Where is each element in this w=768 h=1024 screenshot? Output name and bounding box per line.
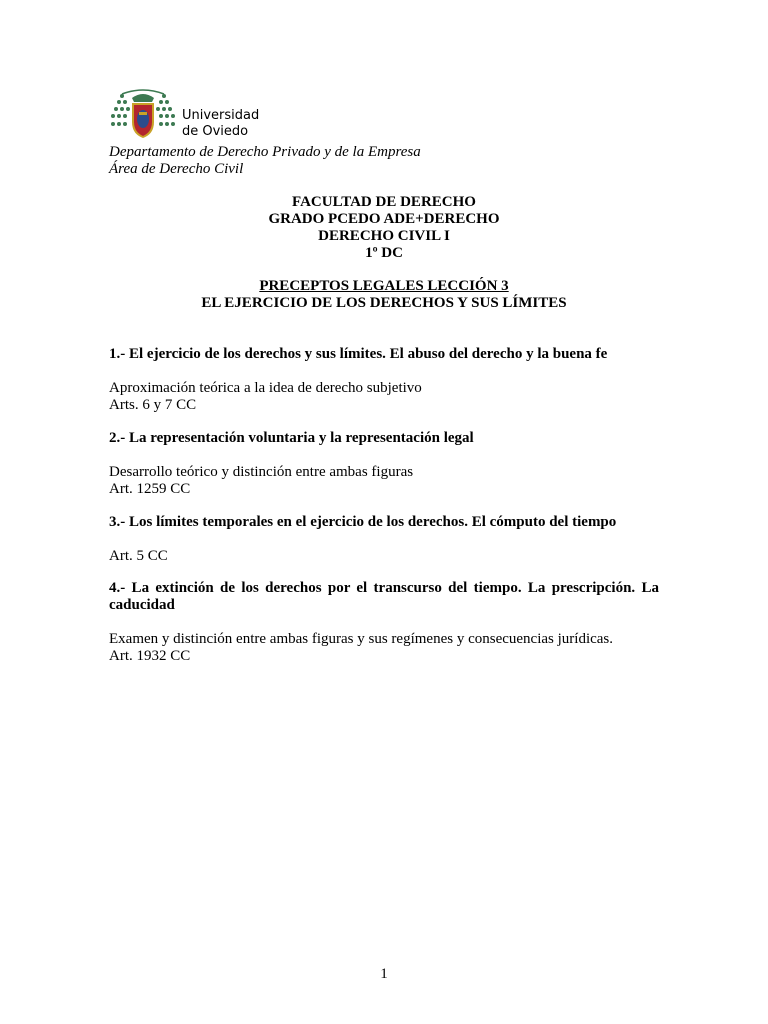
section-heading: 3.- Los límites temporales en el ejercicio de los derechos. El cómputo del tiempo xyxy=(109,514,617,530)
department-block xyxy=(109,144,421,178)
section-articles: Art. 1259 CC xyxy=(109,481,191,497)
faculty-title: FACULTAD DE DERECHO xyxy=(292,194,476,210)
section-description: Examen y distinción entre ambas figuras y sus regímenes y consecuencias jurídicas. xyxy=(109,631,614,647)
section-description: Desarrollo teórico y distinción entre ambas figuras xyxy=(109,464,414,480)
page-number: 1 xyxy=(380,966,388,982)
section-articles: Art. 5 CC xyxy=(109,548,168,564)
section-articles: Art. 1932 CC xyxy=(109,648,191,664)
subject-title: DERECHO CIVIL I xyxy=(318,228,450,244)
section-2 xyxy=(109,430,659,498)
course-heading xyxy=(0,194,768,262)
section-description: Aproximación teórica a la idea de derecho subjetivo xyxy=(109,380,422,396)
area-name: Área de Derecho Civil xyxy=(109,161,244,177)
lesson-heading xyxy=(0,278,768,312)
section-3 xyxy=(109,514,659,565)
university-crest-icon xyxy=(108,84,178,142)
department-name: Departamento de Derecho Privado y de la Empresa xyxy=(109,144,421,160)
university-name-line2: de Oviedo xyxy=(182,124,249,139)
university-logo xyxy=(108,84,268,142)
section-heading: 4.- La extinción de los derechos por el transcurso del tiempo. La prescripción. La caducidad xyxy=(109,580,659,613)
section-heading: 1.- El ejercicio de los derechos y sus límites. El abuso del derecho y la buena fe xyxy=(109,346,608,362)
group-title: 1º DC xyxy=(365,245,403,261)
section-1 xyxy=(109,346,659,414)
section-4 xyxy=(109,580,659,665)
lesson-subtitle: EL EJERCICIO DE LOS DERECHOS Y SUS LÍMITES xyxy=(201,295,567,311)
section-articles: Arts. 6 y 7 CC xyxy=(109,397,197,413)
university-name-line1: Universidad xyxy=(182,108,260,123)
lesson-title: PRECEPTOS LEGALES LECCIÓN 3 xyxy=(259,278,509,294)
section-heading: 2.- La representación voluntaria y la representación legal xyxy=(109,430,474,446)
degree-title: GRADO PCEDO ADE+DERECHO xyxy=(268,211,500,227)
